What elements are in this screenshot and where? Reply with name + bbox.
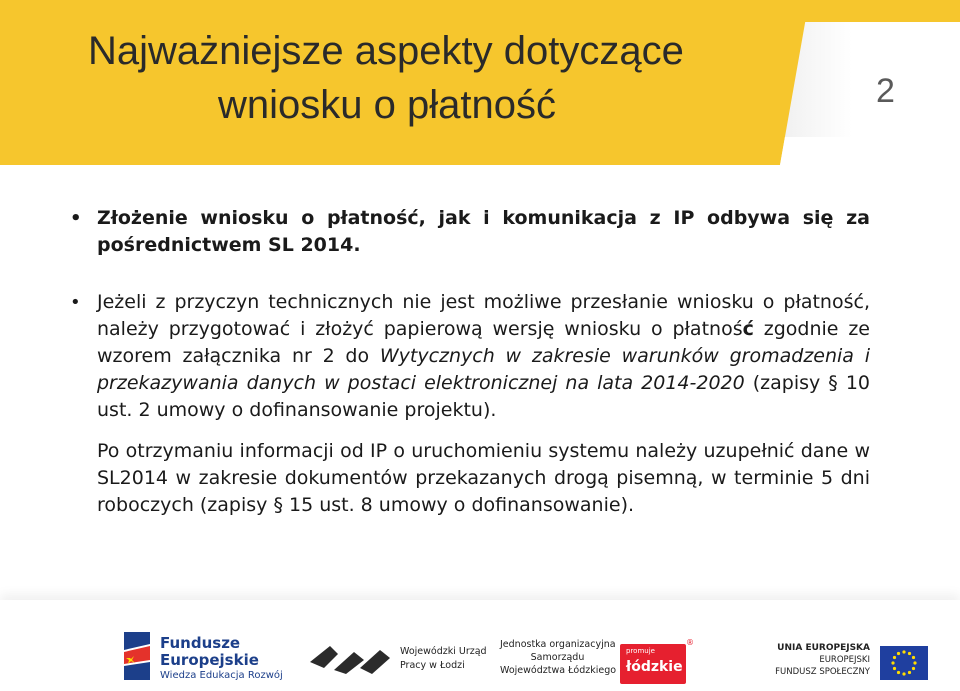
- page-number-panel: [780, 22, 960, 165]
- ue-line-1: UNIA EUROPEJSKA: [777, 643, 870, 653]
- jednostka-organizacyjna-text: [500, 638, 615, 677]
- bullet-2-text-4: 10 ust. 2 umowy o dofinansowanie projektu).: [97, 372, 871, 421]
- promuje-lodzkie-logo: [620, 638, 694, 684]
- paragraph-sl2014: [70, 438, 870, 519]
- fundusze-europejskie-logo: [120, 630, 283, 686]
- pl-line-1: promuje: [626, 647, 655, 655]
- ue-line-3: FUNDUSZ SPOŁECZNY: [775, 667, 870, 677]
- jo-line-3: Województwa Łódzkiego: [500, 665, 617, 676]
- eu-efs-text: [710, 642, 870, 678]
- footer-logos: [0, 620, 960, 691]
- wup-lodz-logo-icon: [310, 644, 392, 678]
- wup-lodz-logo: [310, 642, 485, 682]
- bullet-2-text-3: (zapisy: [744, 372, 829, 394]
- wup-line-1: Wojewódzki Urząd: [400, 646, 487, 657]
- section-sign: §: [828, 372, 838, 394]
- eu-flag-icon: [880, 646, 928, 680]
- bullet-2-text-1: Jeżeli z przyczyn technicznych nie jest możliwe przesłanie wniosku o płatność, należy przygotować i złożyć papierową wersję wniosku o płatnoś: [97, 291, 870, 340]
- section-sign: §: [273, 494, 283, 516]
- fe-line-1: Fundusze: [160, 634, 241, 652]
- wup-line-2: Pracy w Łodzi: [400, 660, 465, 671]
- title-line-2: wniosku o płatność: [218, 83, 556, 127]
- paragraph-text-2: 15 ust. 8 umowy o dofinansowanie).: [282, 494, 635, 516]
- title-line-1: Najważniejsze aspekty dotyczące: [88, 29, 684, 73]
- bullet-item-2: [70, 289, 870, 424]
- bullet-2-text-2: zgodnie ze wzorem załącznika nr 2 do: [97, 318, 870, 367]
- page-number: 2: [876, 72, 895, 110]
- registered-mark: ®: [686, 638, 694, 647]
- fe-line-3: Wiedza Edukacja Rozwój: [160, 670, 283, 681]
- slide-content: [70, 205, 870, 519]
- pl-line-2: łódzkie: [626, 659, 683, 675]
- ue-line-2: EUROPEJSKI: [819, 655, 870, 665]
- fundusze-europejskie-logo-icon: [120, 630, 156, 682]
- fe-line-2: Europejskie: [160, 651, 259, 669]
- slide-title: [88, 24, 768, 132]
- bullet-2-bold-char: ć: [742, 318, 754, 340]
- jo-line-1: Jednostka organizacyjna: [500, 639, 616, 650]
- bullet-item-1: • Złożenie wniosku o płatność, jak i komunikacja z IP odbywa się za pośrednictwem SL 2014.: [70, 205, 870, 259]
- paragraph-text-1: Po otrzymaniu informacji od IP o uruchomieniu systemu należy uzupełnić dane w SL2014 w zakresie dokumentów przekazanych drogą pisemną, w terminie 5 dni roboczych (zapisy: [97, 440, 870, 516]
- jo-line-2: Samorządu: [530, 652, 585, 663]
- guidelines-title: Wytycznych w zakresie warunków gromadzenia i przekazywania danych w postaci elektronicznej na lata 2014-2020: [97, 345, 870, 394]
